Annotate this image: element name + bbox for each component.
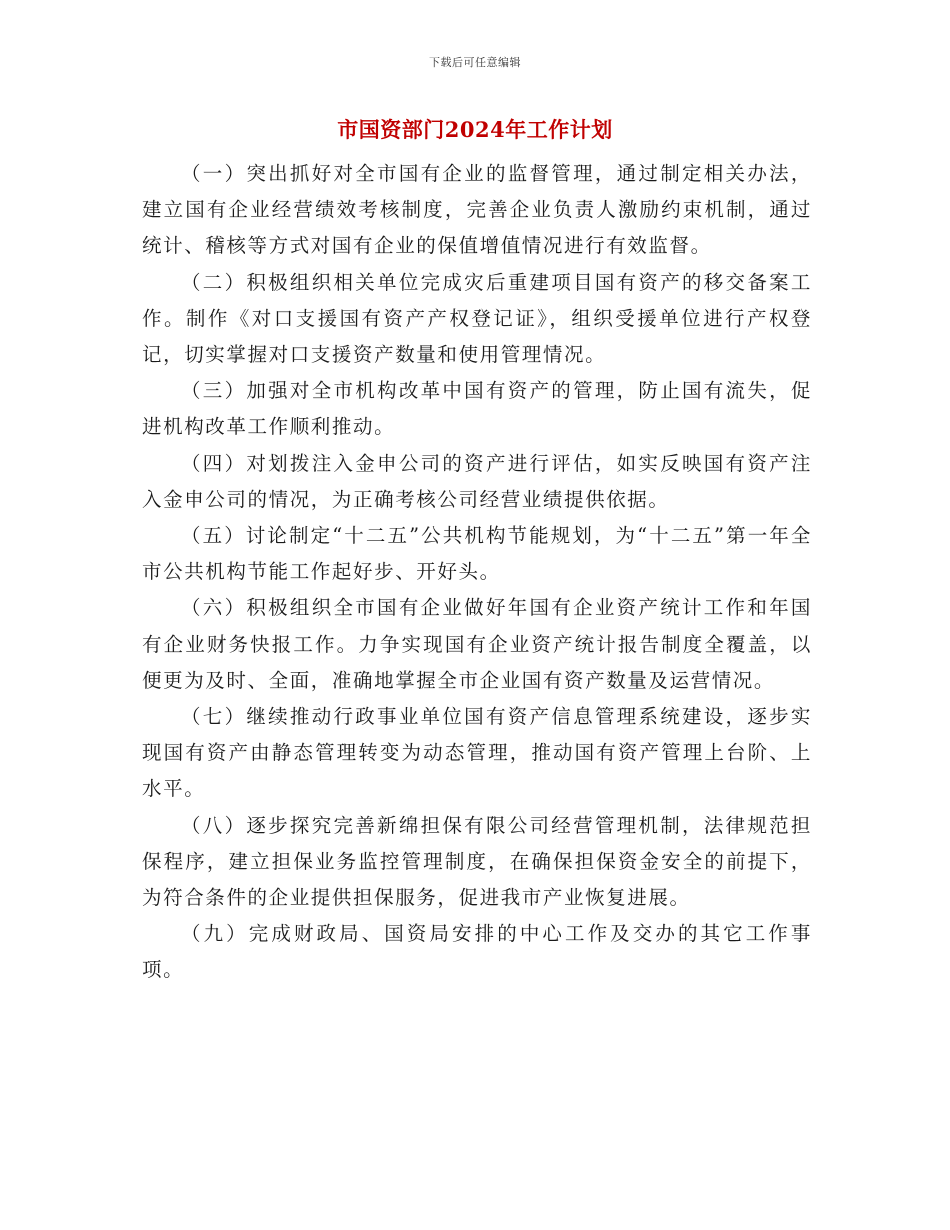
paragraph: （四）对划拨注入金申公司的资产进行评估，如实反映国有资产注入金申公司的情况，为正确考核公司经营业绩提供依据。 <box>142 451 812 511</box>
paragraph: （七）继续推动行政事业单位国有资产信息管理系统建设，逐步实现国有资产由静态管理转变为动态管理，推动国有资产管理上台阶、上水平。 <box>142 705 812 801</box>
document-title: 市国资部门2024年工作计划 <box>337 117 613 142</box>
paragraph: （二）积极组织相关单位完成灾后重建项目国有资产的移交备案工作。制作《对口支援国有资产产权登记证》，组织受援单位进行产权登记，切实掌握对口支援资产数量和使用管理情况。 <box>142 270 812 367</box>
paragraph: （五）讨论制定“十二五”公共机构节能规划，为“十二五”第一年全市公共机构节能工作起好步、开好头。 <box>142 524 812 584</box>
paragraph: （八）逐步探究完善新绵担保有限公司经营管理机制，法律规范担保程序，建立担保业务监控管理制度，在确保担保资金安全的前提下，为符合条件的企业提供担保服务，促进我市产业恢复进展。 <box>142 813 812 910</box>
paragraph: （一）突出抓好对全市国有企业的监督管理，通过制定相关办法，建立国有企业经营绩效考核制度，完善企业负责人激励约束机制，通过统计、稽核等方式对国有企业的保值增值情况进行有效监督。 <box>142 162 812 258</box>
paragraph: （六）积极组织全市国有企业做好年国有企业资产统计工作和年国有企业财务快报工作。力争实现国有企业资产统计报告制度全覆盖，以便更为及时、全面，准确地掌握全市企业国有资产数量及运营情况。 <box>142 596 812 692</box>
document-body <box>142 156 812 989</box>
header-note: 下载后可任意编辑 <box>429 56 521 69</box>
paragraph: （九）完成财政局、国资局安排的中心工作及交办的其它工作事项。 <box>142 922 812 982</box>
paragraph: （三）加强对全市机构改革中国有资产的管理，防止国有流失，促进机构改革工作顺利推动。 <box>142 379 812 439</box>
